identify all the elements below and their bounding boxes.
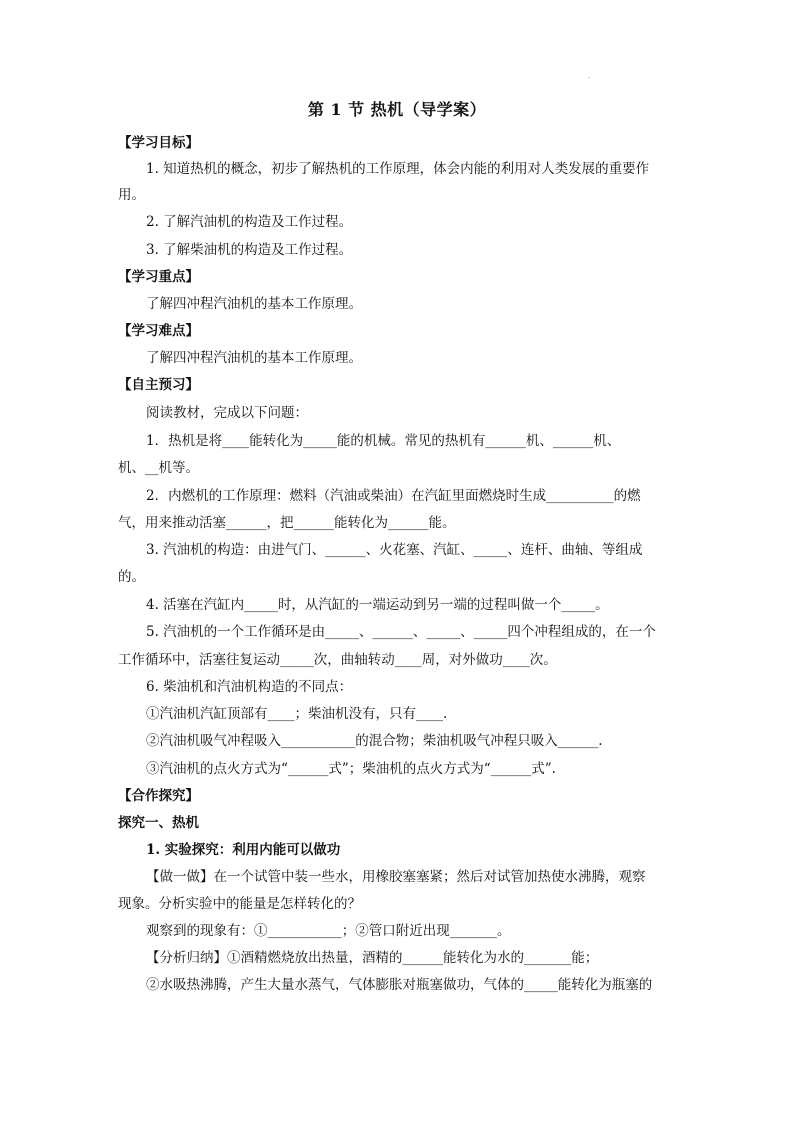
corner-mark: ·: [588, 74, 591, 82]
preview-q2-cont: 气，用来推动活塞______，把______能转化为______能。: [118, 515, 456, 531]
preview-q3: 3. 汽油机的构造：由进气门、______、火花塞、汽缸、_____、连杆、曲轴、等组成: [146, 542, 643, 558]
preview-heading: 【自主预习】: [118, 377, 199, 393]
goal-item-3: 3. 了解柴油机的构造及工作过程。: [146, 242, 353, 258]
page-title: 第 1 节 热机（导学案）: [307, 100, 487, 119]
difficulty-heading: 【学习难点】: [118, 323, 199, 339]
experiment-title: 1. 实验探究：利用内能可以做功: [146, 842, 341, 858]
key-point-text: 了解四冲程汽油机的基本工作原理。: [146, 296, 362, 312]
goal-item-1: 1. 知道热机的概念，初步了解热机的工作原理，体会内能的利用对人类发展的重要作: [146, 161, 650, 177]
preview-q5-cont: 工作循环中，活塞往复运动_____次，曲轴转动____周，对外做功____次。: [118, 652, 557, 668]
preview-q1-cont: 机、__机等。: [118, 460, 199, 476]
preview-q3-cont: 的。: [118, 569, 145, 585]
analysis-line: 【分析归纳】①酒精燃烧放出热量，酒精的______能转化为水的_______能；: [146, 950, 599, 966]
preview-q6: 6. 柴油机和汽油机构造的不同点：: [146, 679, 353, 695]
key-point-heading: 【学习重点】: [118, 269, 199, 285]
explore-heading: 【合作探究】: [118, 788, 199, 804]
do-it-line-cont: 现象。分析实验中的能量是怎样转化的？: [118, 896, 361, 912]
goal-item-1-cont: 用。: [118, 187, 145, 203]
preview-q2: 2．内燃机的工作原理：燃料（汽油或柴油）在汽缸里面燃烧时生成__________的燃: [146, 488, 641, 504]
goal-item-2: 2. 了解汽油机的构造及工作过程。: [146, 214, 353, 230]
preview-q6-c: ③汽油机的点火方式为“______式”；柴油机的点火方式为“______式”.: [146, 761, 556, 777]
preview-q6-b: ②汽油机吸气冲程吸入___________的混合物；柴油机吸气冲程只吸入______.: [146, 733, 603, 749]
observation-line: 观察到的现象有：①___________；②管口附近出现_______。: [146, 923, 511, 939]
preview-q1: 1．热机是将____能转化为_____能的机械。常见的热机有______机、______机、: [146, 433, 621, 449]
preview-q6-a: ①汽油机汽缸顶部有____；柴油机没有，只有____.: [146, 706, 448, 722]
preview-q4: 4. 活塞在汽缸内_____时，从汽缸的一端运动到另一端的过程叫做一个_____。: [146, 597, 609, 613]
difficulty-text: 了解四冲程汽油机的基本工作原理。: [146, 350, 362, 366]
preview-q5: 5. 汽油机的一个工作循环是由_____、______、_____、_____四个冲程组成的，在一个: [146, 624, 656, 640]
do-it-line: 【做一做】在一个试管中装一些水，用橡胶塞塞紧；然后对试管加热使水沸腾，观察: [146, 869, 646, 885]
analysis-line-2: ②水吸热沸腾，产生大量水蒸气，气体膨胀对瓶塞做功，气体的_____能转化为瓶塞的: [146, 977, 653, 993]
goals-heading: 【学习目标】: [118, 135, 199, 151]
preview-intro: 阅读教材，完成以下问题：: [146, 405, 308, 421]
explore-section-title: 探究一、热机: [118, 815, 199, 831]
